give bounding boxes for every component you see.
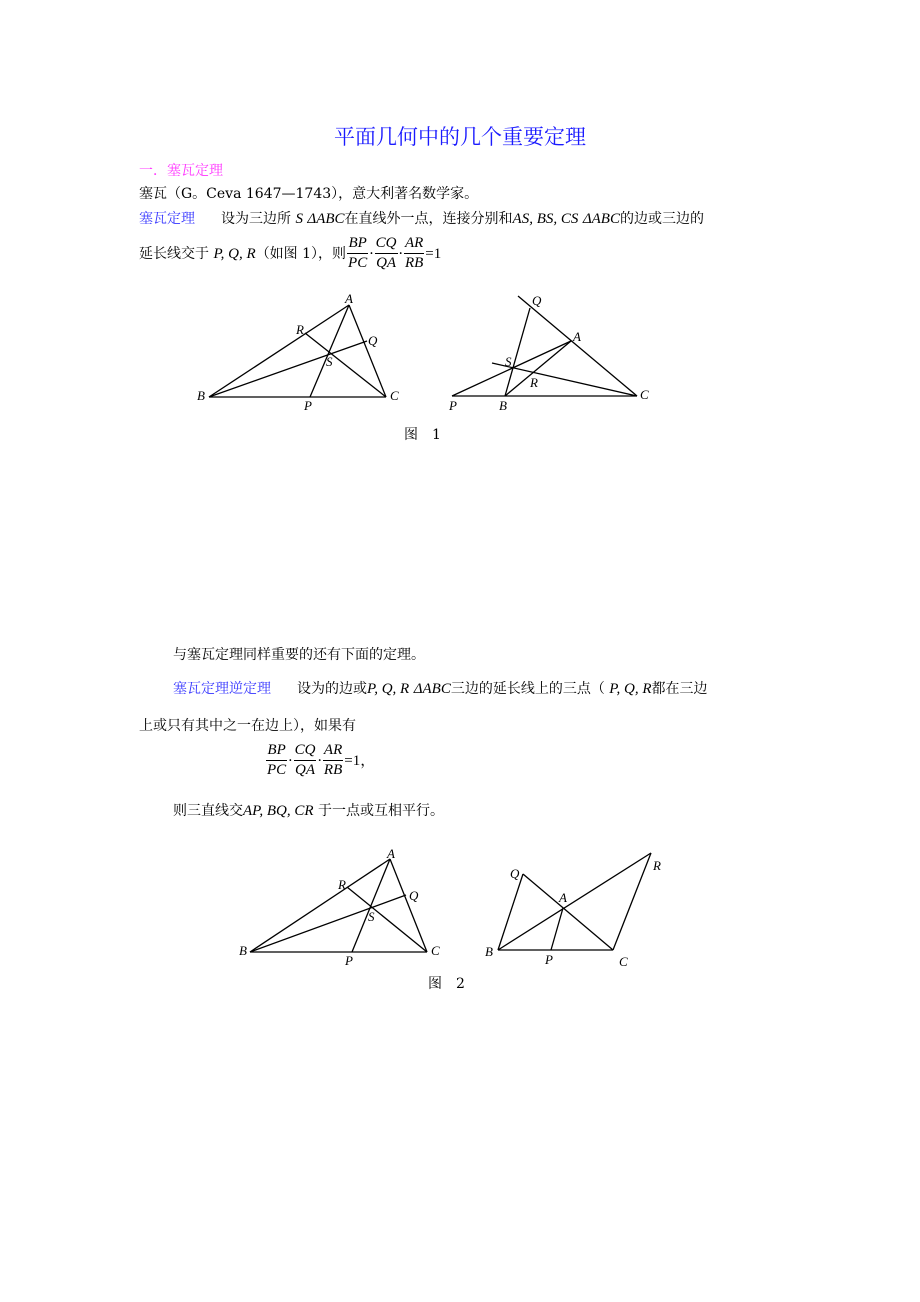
math-term: CQ — [294, 741, 317, 761]
figure-2-right — [485, 853, 661, 969]
math-term: AR — [323, 741, 343, 761]
ceva-theorem-line2: 延长线交于 P, Q, R （如图 1），则 $\frac{BP}{PC}$ · $\frac{CQ}{QA}$ · $\frac{AR}{RB}$ =1 — [139, 235, 442, 271]
math-term: RB — [323, 762, 343, 778]
text: 延长线交于 — [139, 245, 209, 262]
label-c: C — [640, 387, 649, 402]
label-b: B — [499, 398, 507, 413]
figure-1-right — [448, 293, 649, 413]
math-term: AR — [404, 234, 424, 254]
label-p: P — [345, 953, 353, 968]
label-r: R — [653, 858, 661, 873]
math: AP, BQ, CR — [243, 803, 314, 819]
text: 设为的边或 — [297, 681, 367, 697]
math-term: QA — [295, 762, 316, 778]
label-r: R — [296, 322, 304, 337]
label-b: B — [485, 944, 493, 959]
math: AS, BS, CS — [512, 211, 579, 227]
math-term: CQ — [375, 234, 398, 254]
math-term: RB — [404, 255, 424, 271]
text: 都在三边 — [651, 681, 708, 697]
label-r: R — [338, 877, 346, 892]
converse-line2: 上或只有其中之一在边上），如果有 — [139, 718, 356, 734]
theorem-label: 塞瓦定理 — [139, 211, 195, 227]
equation-rhs: =1 — [425, 245, 442, 262]
figure-1-left — [197, 291, 399, 413]
label-a: A — [345, 291, 353, 306]
label-q: Q — [510, 866, 520, 881]
math: S — [295, 211, 303, 227]
label-a: A — [559, 890, 567, 905]
label-s: S — [368, 909, 375, 924]
label-s: S — [326, 354, 333, 369]
page-title: 平面几何中的几个重要定理 — [334, 125, 586, 149]
math: P, Q, R — [609, 681, 652, 697]
label-b: B — [197, 388, 205, 403]
converse-intro: 与塞瓦定理同样重要的还有下面的定理。 — [173, 647, 425, 663]
text: 设为三边所 — [221, 211, 291, 227]
figure-2-left — [239, 846, 440, 968]
label-s: S — [505, 354, 512, 369]
label-q: Q — [409, 888, 419, 903]
equation-rhs: =1， — [344, 752, 376, 769]
text: （如图 1），则 — [255, 245, 347, 262]
label-c: C — [390, 388, 399, 403]
label-p: P — [449, 398, 457, 413]
converse-equation: $\frac{BP}{PC}$ · $\frac{CQ}{QA}$ · $\frac{AR}{RB}$ =1， — [267, 742, 376, 778]
label-q: Q — [368, 333, 378, 348]
label-c: C — [431, 943, 440, 958]
section-heading-ceva: 一．塞瓦定理 — [139, 163, 223, 179]
math-term: PC — [267, 762, 287, 778]
label-b: B — [239, 943, 247, 958]
label-a: A — [387, 846, 395, 861]
label-a: A — [573, 329, 581, 344]
label-c: C — [619, 954, 628, 969]
math: ΔABC — [307, 211, 345, 227]
label-p: P — [545, 952, 553, 967]
label-r: R — [530, 375, 538, 390]
math: ΔABC — [413, 681, 451, 697]
label-p: P — [304, 398, 312, 413]
figure-2-caption: 图 2 — [428, 976, 465, 992]
math: P, Q, R — [367, 681, 410, 697]
text: 三边的延长线上的三点（ — [450, 681, 605, 697]
text: 于一点或互相平行。 — [318, 803, 445, 819]
math-term: PC — [348, 255, 368, 271]
math: ΔABC — [582, 211, 620, 227]
math-term: QA — [376, 255, 397, 271]
figure-1-caption: 图 1 — [404, 427, 441, 443]
ceva-intro: 塞瓦（G。Ceva 1647—1743），意大利著名数学家。 — [139, 186, 479, 202]
text: 的边或三边的 — [619, 211, 704, 227]
math-term: BP — [347, 234, 368, 254]
label-q: Q — [532, 293, 542, 308]
text: 在直线外一点，连接分别和 — [344, 211, 513, 227]
text: 则三直线交 — [173, 803, 243, 819]
theorem-label: 塞瓦定理逆定理 — [173, 681, 271, 697]
math: P, Q, R — [213, 245, 256, 262]
math-term: BP — [266, 741, 287, 761]
